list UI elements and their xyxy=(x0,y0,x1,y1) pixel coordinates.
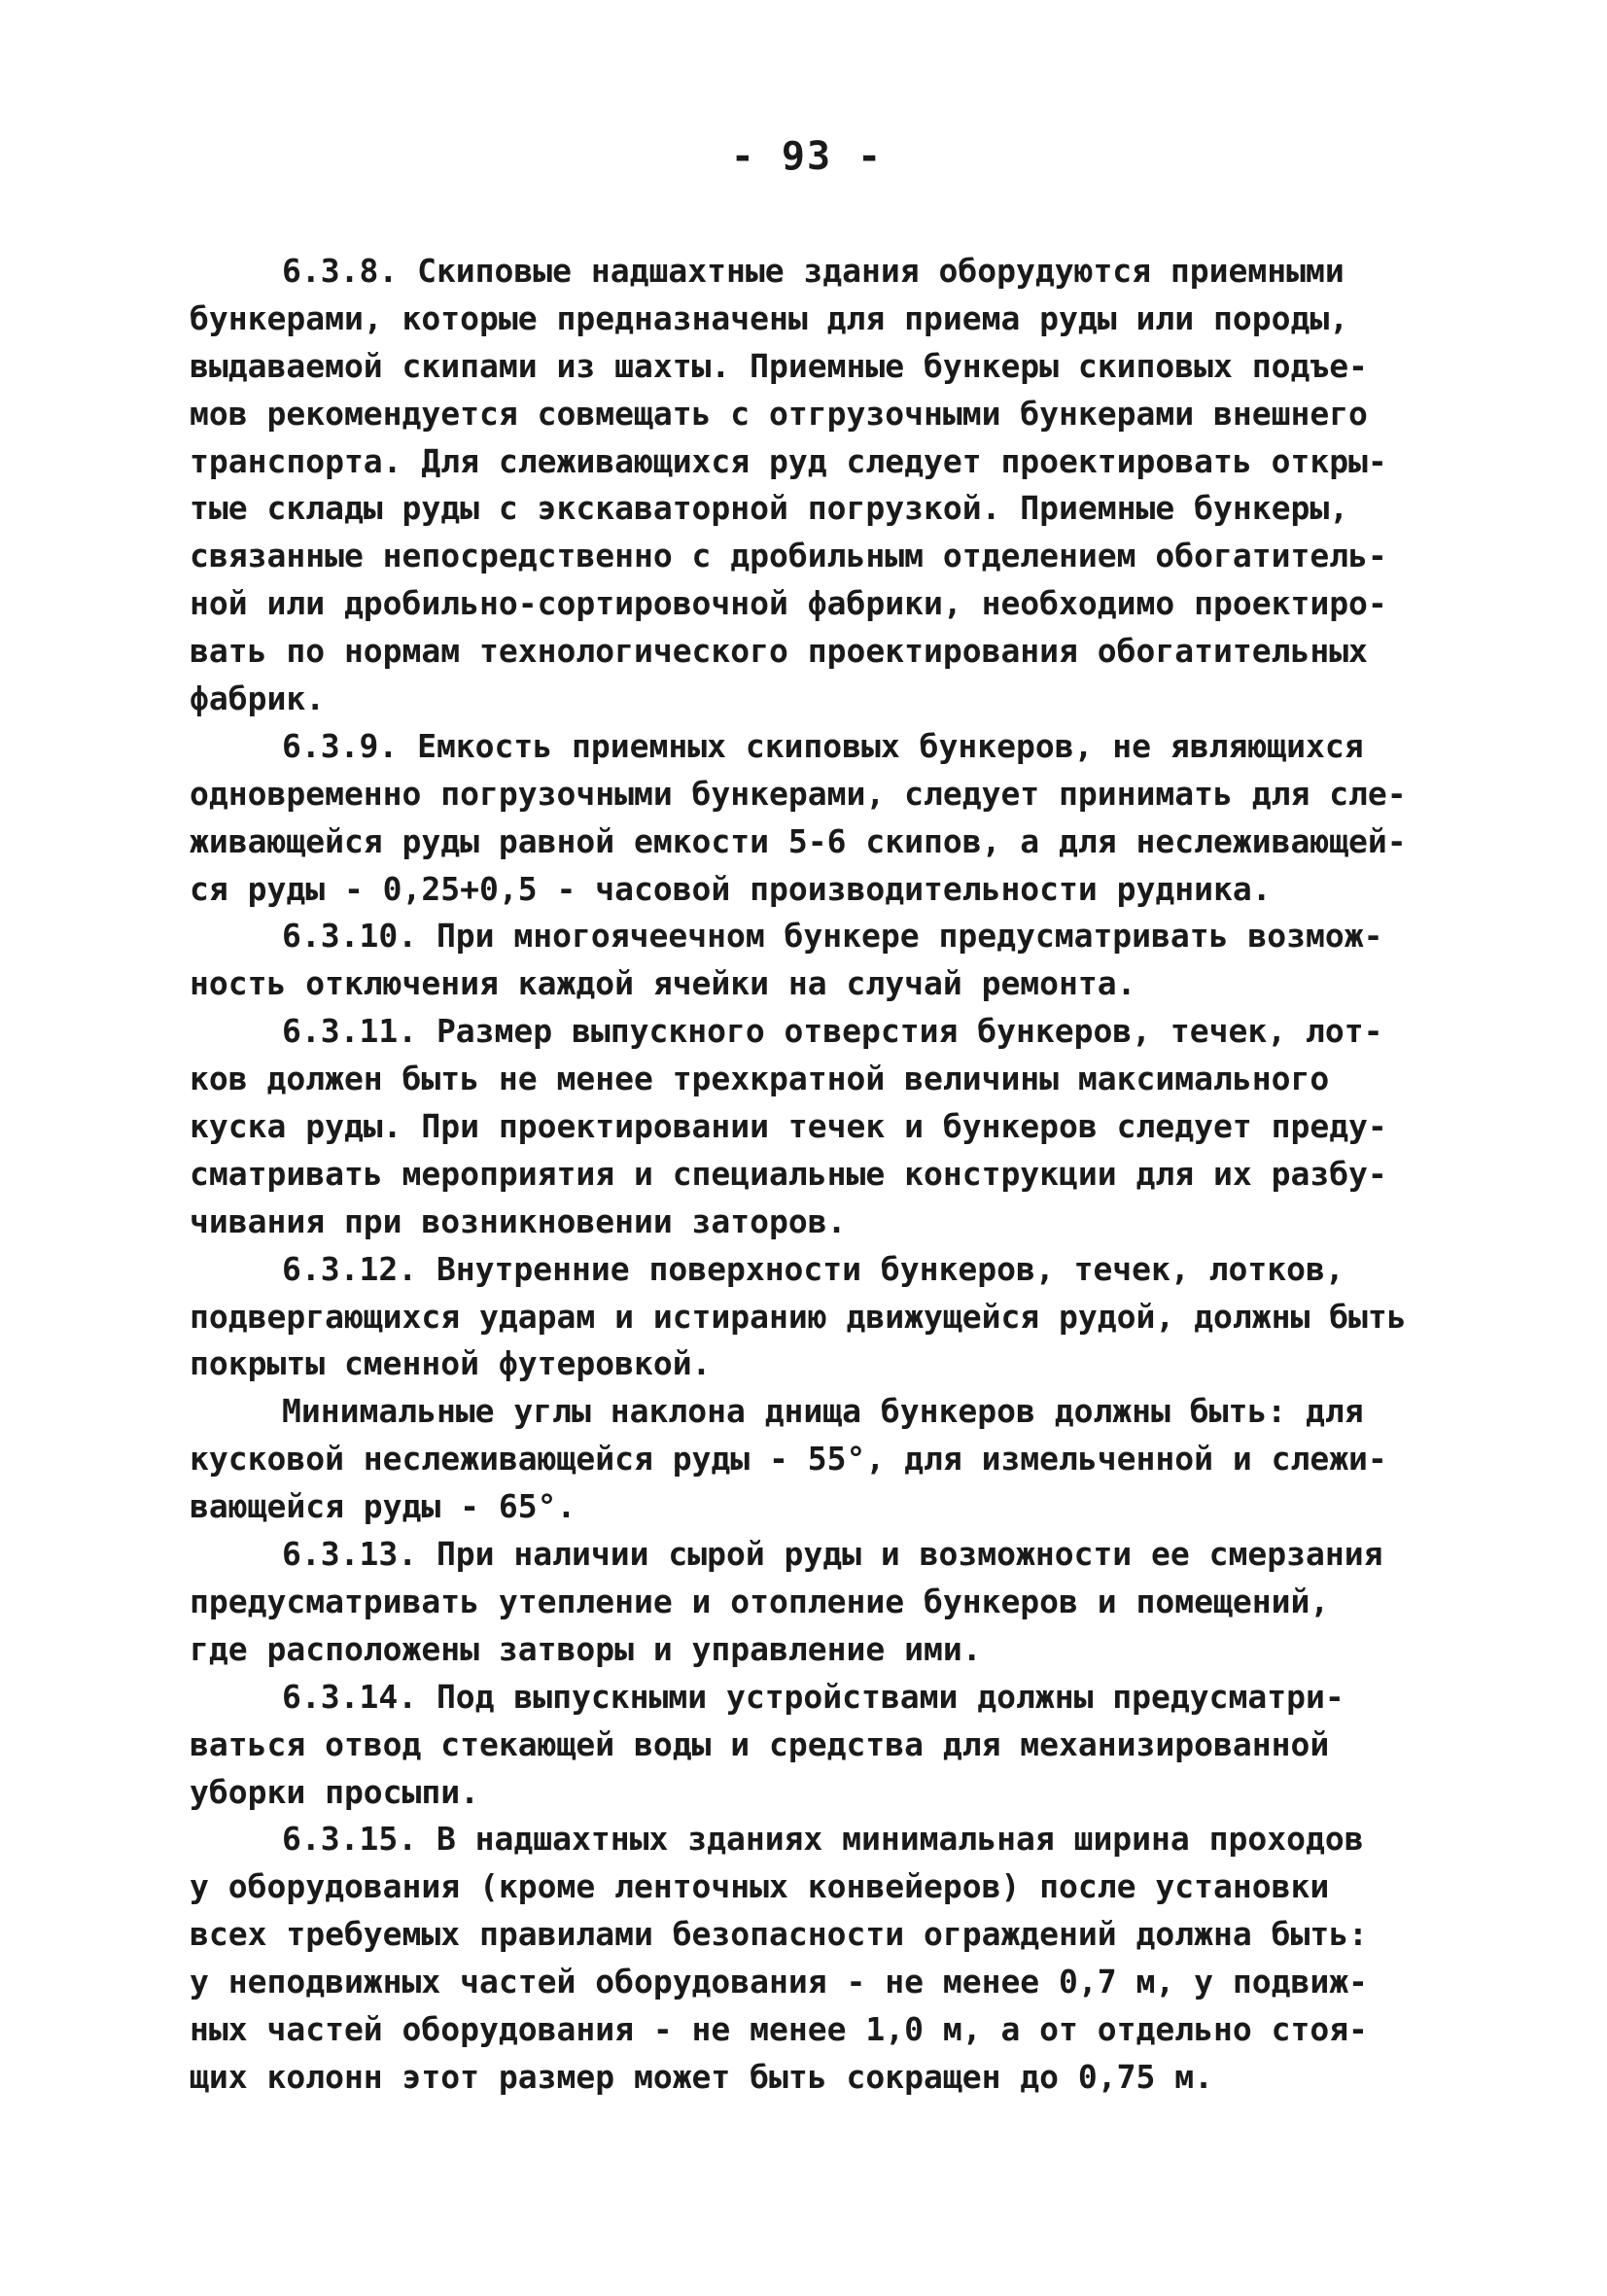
text-line: у оборудования (кроме ленточных конвейеров) после установки xyxy=(190,1867,1330,1906)
text-line: подвергающихся ударам и истиранию движущейся рудой, должны быть xyxy=(190,1297,1407,1336)
text-line: покрыты сменной футеровкой. xyxy=(190,1344,712,1383)
page-number: - 93 - xyxy=(730,134,884,179)
text-line: куска руды. При проектировании течек и бункеров следует преду- xyxy=(190,1107,1387,1146)
text-line: уборки просыпи. xyxy=(190,1772,480,1811)
text-line: ся руды - 0,25+0,5 - часовой производительности рудника. xyxy=(190,869,1272,908)
text-line: связанные непосредственно с дробильным отделением обогатитель- xyxy=(190,537,1387,575)
text-line: сматривать мероприятия и специальные конструкции для их разбу- xyxy=(190,1154,1387,1193)
text-line: транспорта. Для слеживающихся руд следует проектировать откры- xyxy=(190,441,1387,480)
text-line: 6.3.15. В надшахтных зданиях минимальная ширина проходов xyxy=(282,1820,1364,1859)
text-line: ной или дробильно-сортировочной фабрики, необходимо проектиро- xyxy=(190,584,1387,623)
text-line: 6.3.13. При наличии сырой руды и возможности ее смерзания xyxy=(282,1535,1383,1574)
text-line: ных частей оборудования - не менее 1,0 м, а от отдельно стоя- xyxy=(190,2009,1368,2048)
text-line: вать по нормам технологического проектирования обогатительных xyxy=(190,632,1368,671)
text-line: ность отключения каждой ячейки на случай ремонта. xyxy=(190,964,1136,1003)
text-line: чивания при возникновении заторов. xyxy=(190,1201,847,1240)
text-line: у неподвижных частей оборудования - не менее 0,7 м, у подвиж- xyxy=(190,1963,1368,2001)
text-line: 6.3.14. Под выпускными устройствами должны предусматри- xyxy=(282,1677,1345,1716)
text-line: кусковой неслеживающейся руды - 55°, для измельченной и слежи- xyxy=(190,1440,1387,1478)
text-line: фабрик. xyxy=(190,679,326,718)
text-line: 6.3.12. Внутренние поверхности бункеров, течек, лотков, xyxy=(282,1249,1345,1288)
text-line: живающейся руды равной емкости 5-6 скипов, а для неслеживающей- xyxy=(190,821,1407,860)
text-line: ваться отвод стекающей воды и средства для механизированной xyxy=(190,1724,1330,1763)
text-line: выдаваемой скипами из шахты. Приемные бункеры скиповых подъе- xyxy=(190,346,1368,385)
text-line: всех требуемых правилами безопасности ограждений должна быть: xyxy=(190,1915,1368,1954)
text-line: щих колонн этот размер может быть сокращен до 0,75 м. xyxy=(190,2057,1213,2096)
text-line: Минимальные углы наклона днища бункеров должны быть: для xyxy=(282,1392,1364,1431)
text-line: вающейся руды - 65°. xyxy=(190,1487,576,1526)
text-line: 6.3.11. Размер выпускного отверстия бункеров, течек, лот- xyxy=(282,1012,1383,1051)
text-line: мов рекомендуется совмещать с отгрузочными бункерами внешнего xyxy=(190,394,1368,433)
text-line: тые склады руды с экскаваторной погрузкой. Приемные бункеры, xyxy=(190,489,1349,528)
text-line: предусматривать утепление и отопление бункеров и помещений, xyxy=(190,1582,1330,1620)
document-body xyxy=(190,248,1424,2102)
text-line: 6.3.10. При многоячеечном бункере предусматривать возмож- xyxy=(282,917,1383,956)
text-line: 6.3.8. Скиповые надшахтные здания оборудуются приемными xyxy=(282,252,1345,290)
text-line: ков должен быть не менее трехкратной величины максимального xyxy=(190,1060,1330,1098)
text-line: 6.3.9. Емкость приемных скиповых бункеров, не являющихся xyxy=(282,726,1364,765)
text-line: одновременно погрузочными бункерами, следует принимать для сле- xyxy=(190,774,1407,813)
text-line: где расположены затворы и управление ими. xyxy=(190,1629,982,1668)
text-line: бункерами, которые предназначены для приема руды или породы, xyxy=(190,298,1349,337)
